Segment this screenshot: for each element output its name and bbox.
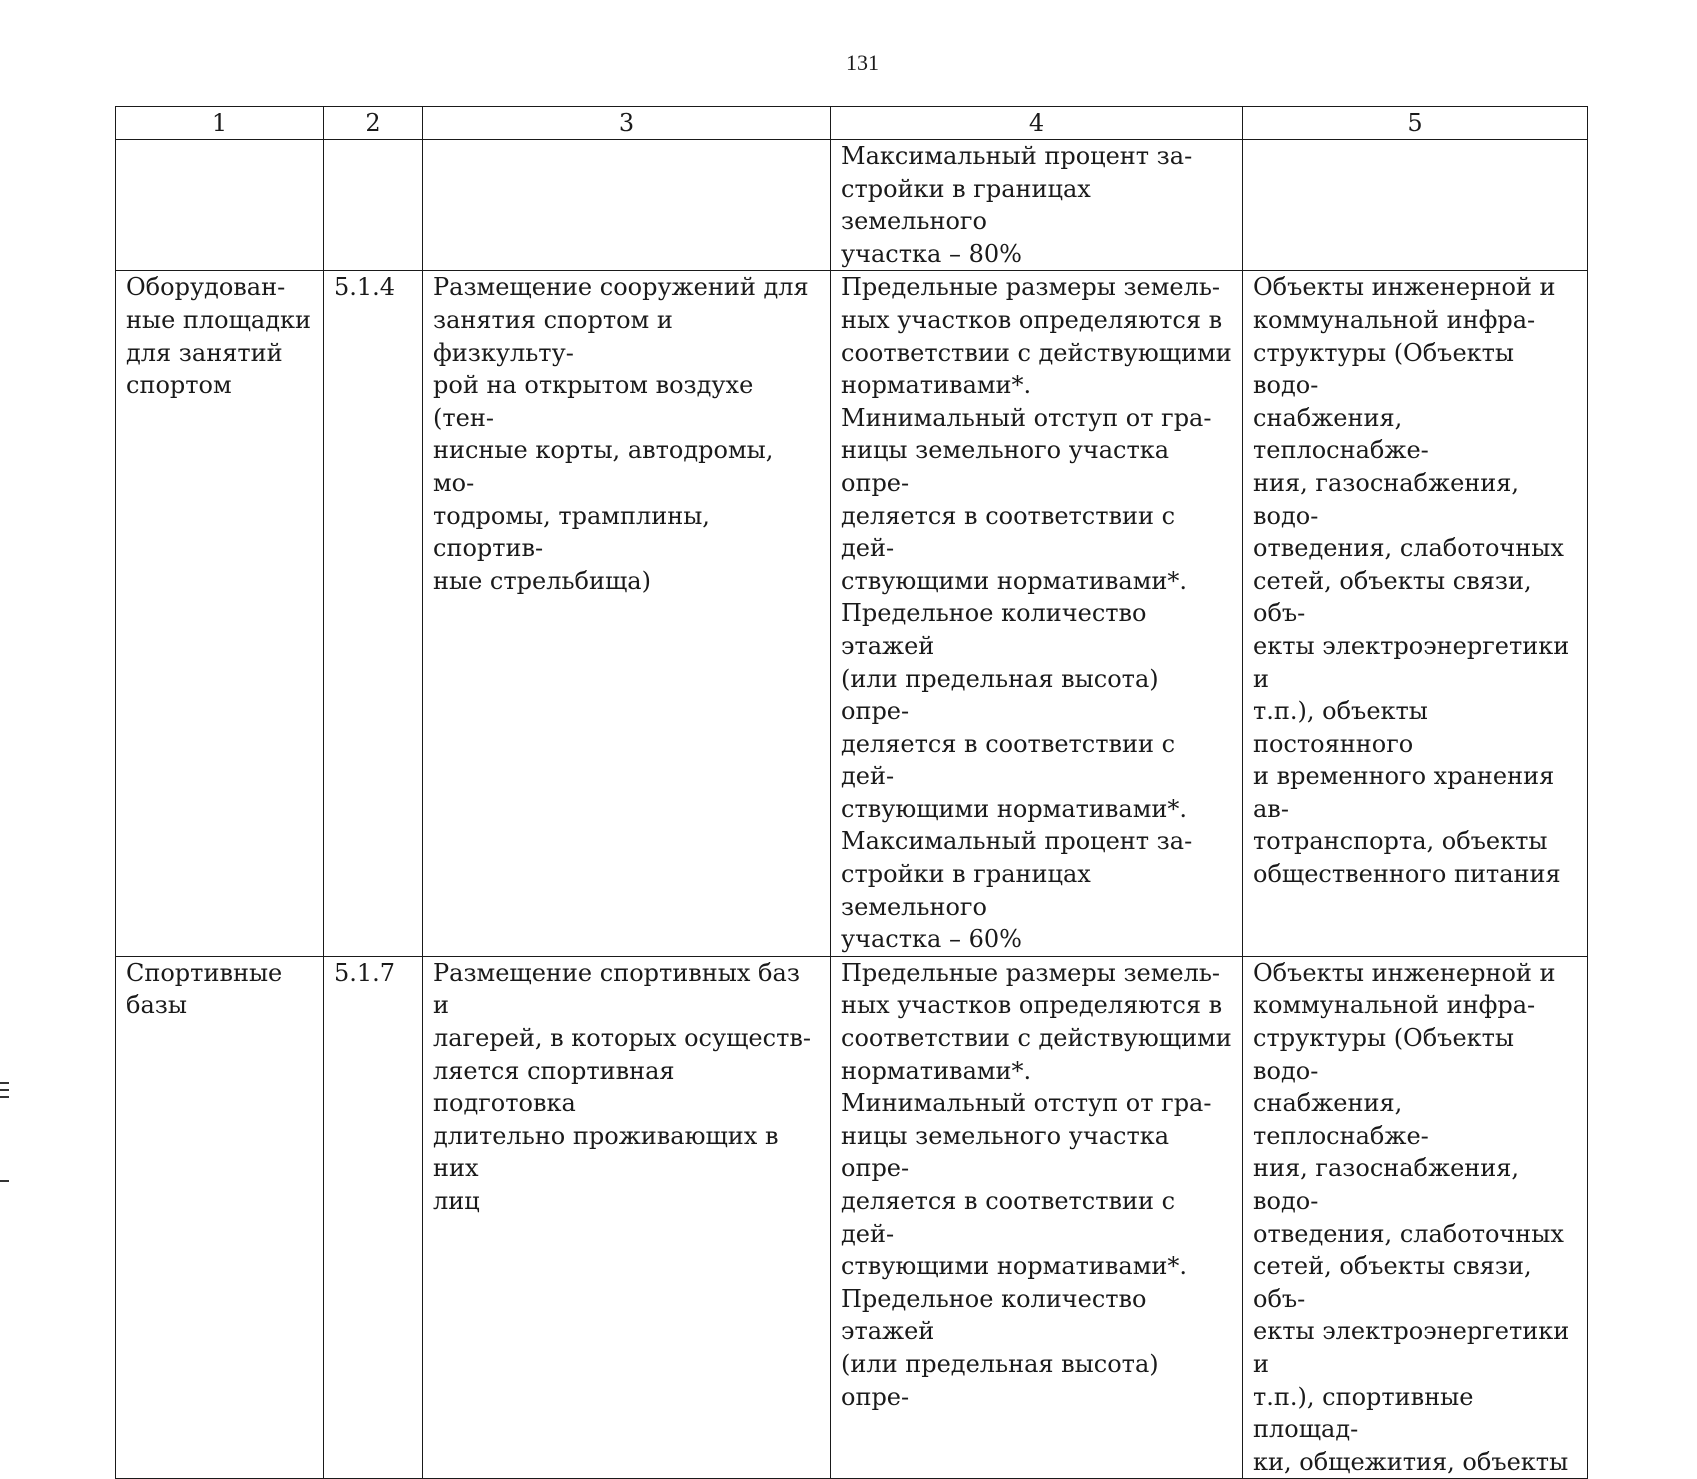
header-cell-5: 5 xyxy=(1243,107,1588,140)
use-code-cell: 5.1.4 xyxy=(324,271,423,956)
page-number: 131 xyxy=(846,50,879,75)
use-name-cell: Спортивные базы xyxy=(116,956,324,1479)
regulations-table xyxy=(115,106,1588,1479)
header-cell-4: 4 xyxy=(831,107,1243,140)
use-name-cell xyxy=(116,140,324,271)
use-name-cell: Оборудован- ные площадки для занятий спортом xyxy=(116,271,324,956)
header-cell-3: 3 xyxy=(423,107,831,140)
table-row xyxy=(116,140,1588,271)
scan-margin-mark xyxy=(0,1180,9,1182)
scan-margin-mark xyxy=(0,1089,9,1091)
table-row xyxy=(116,956,1588,1479)
table-header-row xyxy=(116,107,1588,140)
parameters-cell: Предельные размеры земель- ных участков определяются в соответствии с действующими нормативами*. Минимальный отступ от гра- ницы земельного участка опре- деляется в соответствии с дей- ствующими нормативами*. Предельное количество этажей (или предельная высота) опре- xyxy=(831,956,1243,1479)
header-cell-2: 2 xyxy=(324,107,423,140)
use-description-cell: Размещение сооружений для занятия спортом и физкульту- рой на открытом воздухе (тен- нисные корты, автодромы, мо- тодромы, трамплины, спортив- ные стрельбища) xyxy=(423,271,831,956)
scan-margin-mark xyxy=(0,1082,9,1084)
scan-margin-mark xyxy=(0,1096,9,1098)
auxiliary-uses-cell: Объекты инженерной и коммунальной инфра- структуры (Объекты водо- снабжения, теплоснабже- ния, газоснабжения, водо- отведения, слаботочных сетей, объекты связи, объ- екты электроэнергетики и т.п.), спортивные площад- ки, общежития, объекты xyxy=(1243,956,1588,1479)
use-description-cell xyxy=(423,140,831,271)
use-code-cell: 5.1.7 xyxy=(324,956,423,1479)
parameters-cell: Максимальный процент за- стройки в границах земельного участка – 80% xyxy=(831,140,1243,271)
table-row xyxy=(116,271,1588,956)
auxiliary-uses-cell: Объекты инженерной и коммунальной инфра- структуры (Объекты водо- снабжения, теплоснабже- ния, газоснабжения, водо- отведения, слаботочных сетей, объекты связи, объ- екты электроэнергетики и т.п.), объекты постоянного и временного хранения ав- тотранспорта, объекты общественного питания xyxy=(1243,271,1588,956)
auxiliary-uses-cell xyxy=(1243,140,1588,271)
use-code-cell xyxy=(324,140,423,271)
use-description-cell: Размещение спортивных баз и лагерей, в которых осуществ- ляется спортивная подготовка длительно проживающих в них лиц xyxy=(423,956,831,1479)
parameters-cell: Предельные размеры земель- ных участков определяются в соответствии с действующими нормативами*. Минимальный отступ от гра- ницы земельного участка опре- деляется в соответствии с дей- ствующими нормативами*. Предельное количество этажей (или предельная высота) опре- деляется в соответствии с дей- ствующими нормативами*. Максимальный процент за- стройки в границах земельного участка – 60% xyxy=(831,271,1243,956)
header-cell-1: 1 xyxy=(116,107,324,140)
